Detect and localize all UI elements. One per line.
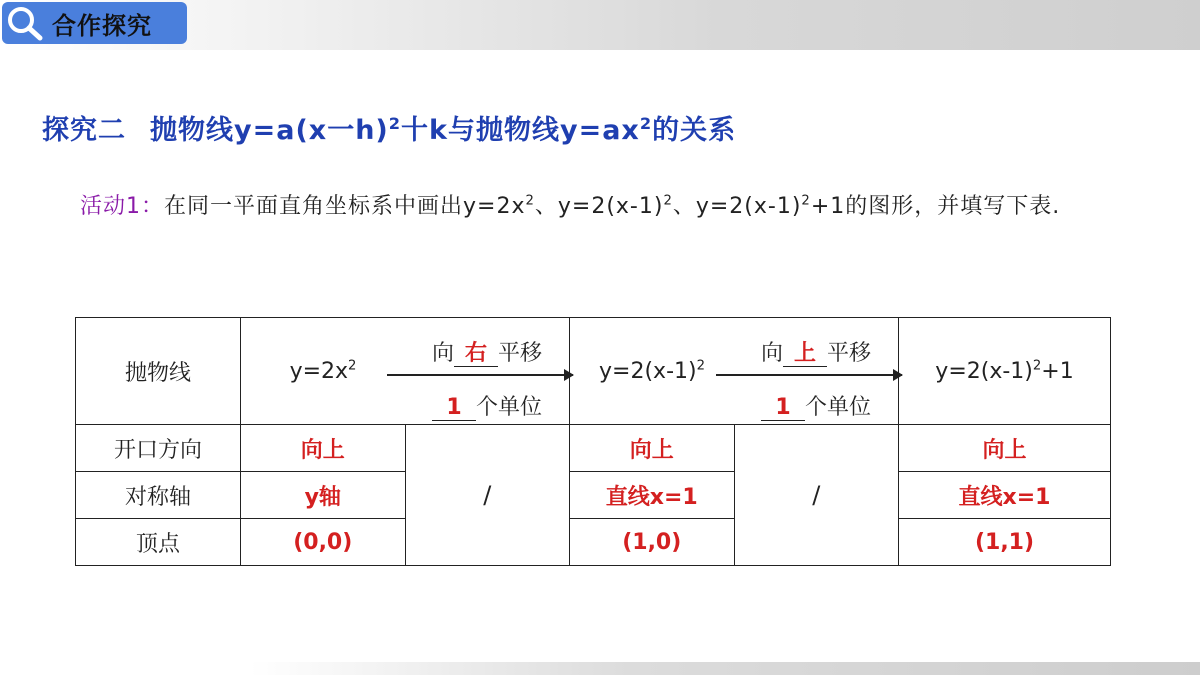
- shift-1-dir-answer: 右: [454, 342, 498, 367]
- formula-3-exp: 2: [1032, 358, 1042, 374]
- row-value: (1,0): [570, 519, 735, 566]
- activity-label: 活动1：: [80, 194, 164, 219]
- title-part1: 抛物线y=a(x一h): [150, 115, 389, 146]
- row-label: 开口方向: [76, 425, 241, 472]
- row-label: 对称轴: [76, 472, 241, 519]
- title-exp2: 2: [639, 114, 653, 133]
- shift-2-amount-answer: 1: [761, 396, 805, 421]
- table-header-row: [76, 318, 1111, 425]
- shift-2-amount-suffix: 个单位: [804, 395, 871, 420]
- parabola-table: [75, 317, 1111, 566]
- bottom-banner: [250, 662, 1200, 675]
- formula-1-exp: 2: [348, 358, 357, 374]
- activity-text2: 、y=2(x-1): [534, 194, 664, 219]
- shift-1-amount: [405, 390, 569, 421]
- activity-exp2: 2: [663, 193, 673, 209]
- shift-1-amount-suffix: 个单位: [475, 395, 542, 420]
- slash-mark: /: [483, 481, 492, 509]
- inquiry-title: [42, 108, 736, 147]
- title-prefix: 探究二: [42, 115, 126, 146]
- title-part3: 的关系: [652, 115, 737, 146]
- row-value: 向上: [241, 425, 406, 472]
- activity-text3: 、y=2(x-1): [672, 194, 802, 219]
- shift-1-direction: [405, 336, 569, 367]
- title-part2: 十k与抛物线y=ax: [401, 115, 640, 146]
- table-row: [76, 519, 1111, 566]
- formula-1: [241, 318, 406, 425]
- formula-2: [570, 318, 735, 425]
- activity-text1: 在同一平面直角坐标系中画出y=2x: [164, 194, 526, 219]
- row-value: (0,0): [241, 519, 406, 566]
- formula-1-base: y=2x: [289, 358, 349, 384]
- row-value: y轴: [241, 472, 406, 519]
- shift-2-direction: [734, 336, 898, 367]
- shift-2-amount: [734, 390, 898, 421]
- shift-2: [734, 318, 899, 425]
- header-label: 抛物线: [76, 318, 241, 425]
- shift-2-arrow: [716, 374, 902, 376]
- activity-text: [80, 182, 1140, 232]
- shift-1-prefix: 向: [431, 341, 454, 366]
- shift-2-prefix: 向: [760, 341, 783, 366]
- formula-2-exp: 2: [696, 358, 705, 374]
- row-value: (1,1): [899, 519, 1111, 566]
- activity-text4: +1的图形，并填写下表.: [810, 194, 1061, 219]
- shift-2-dir-answer: 上: [783, 342, 827, 367]
- row-value: 向上: [899, 425, 1111, 472]
- table-row: [76, 425, 1111, 472]
- shift-1: [405, 318, 570, 425]
- formula-3: [899, 318, 1111, 425]
- row-value: 直线x=1: [899, 472, 1111, 519]
- formula-3-tail: +1: [1041, 358, 1074, 384]
- activity-exp3: 2: [801, 193, 811, 209]
- section-label: 合作探究: [52, 11, 152, 40]
- formula-3-base: y=2(x-1): [935, 358, 1033, 384]
- shift-1-arrow: [387, 374, 573, 376]
- shift-1-suffix: 平移: [498, 341, 543, 366]
- slash-mark: /: [812, 481, 821, 509]
- section-tag: [2, 2, 187, 44]
- slash-cell: [405, 425, 570, 566]
- magnifier-icon: [2, 2, 46, 44]
- row-value: 直线x=1: [570, 472, 735, 519]
- shift-2-suffix: 平移: [827, 341, 872, 366]
- title-exp1: 2: [388, 114, 402, 133]
- table-row: [76, 472, 1111, 519]
- row-label: 顶点: [76, 519, 241, 566]
- slash-cell: [734, 425, 899, 566]
- activity-exp1: 2: [525, 193, 535, 209]
- row-value: 向上: [570, 425, 735, 472]
- shift-1-amount-answer: 1: [432, 396, 476, 421]
- formula-2-base: y=2(x-1): [599, 358, 697, 384]
